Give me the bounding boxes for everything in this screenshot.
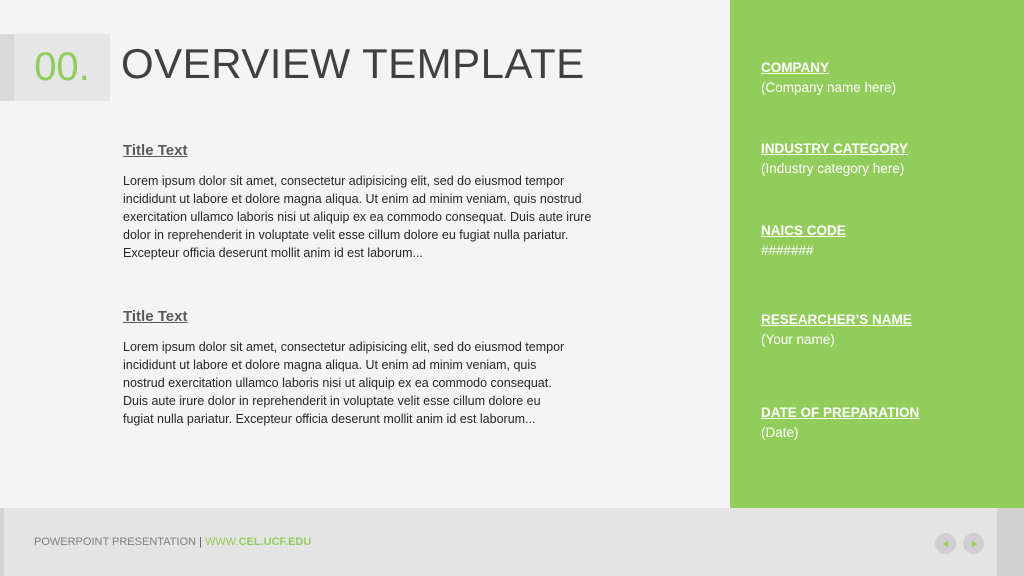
info-label: COMPANY: [761, 60, 830, 75]
section-body: Lorem ipsum dolor sit amet, consectetur adipisicing elit, sed do eiusmod tempor incididunt ut labore et dolore magna aliqua. Ut enim ad minim veniam, quis nostrud exercitation ullamco laboris nisi ut aliquip ex ea commodo consequat. Duis aute irure dolor in reprehenderit in voluptate velit esse cillum dolore eu fugiat nulla pariatur. Excepteur officia deserunt mollit anim id est laborum...: [123, 174, 592, 260]
section-title: Title Text: [123, 142, 188, 159]
info-industry-category: [761, 139, 908, 179]
footer-edge-right: [997, 508, 1024, 576]
triangle-left-icon: [942, 540, 950, 548]
footer-edge-left: [0, 508, 4, 576]
info-company: [761, 58, 896, 98]
info-panel: [730, 0, 1024, 508]
triangle-right-icon: [970, 540, 978, 548]
footer-text: [34, 536, 311, 548]
footer: [0, 508, 1024, 576]
content-section-2: [123, 308, 573, 428]
previous-slide-button[interactable]: [935, 533, 956, 554]
info-label: RESEARCHER’S NAME: [761, 312, 912, 327]
slide-number: 00.: [14, 34, 110, 101]
url-prefix: WWW.: [204, 536, 239, 548]
info-value: (Date): [761, 425, 799, 440]
info-value: (Company name here): [761, 80, 897, 95]
section-body: Lorem ipsum dolor sit amet, consectetur adipisicing elit, sed do eiusmod tempor incididunt ut labore et dolore magna aliqua. Ut enim ad minim veniam, quis nostrud exercitation ullamco laboris nisi ut aliquip ex ea commodo consequat. Duis aute irure dolor in reprehenderit in voluptate velit esse cillum dolore eu fugiat nulla pariatur. Excepteur officia deserunt mollit anim id est laborum...: [123, 340, 565, 426]
number-accent-bar: [0, 34, 14, 101]
url-domain: CEL.UCF.EDU: [238, 536, 312, 548]
presentation-label: POWERPOINT PRESENTATION: [34, 536, 196, 548]
page-title: OVERVIEW TEMPLATE: [121, 40, 585, 87]
footer-separator: |: [199, 536, 202, 548]
info-label: INDUSTRY CATEGORY: [761, 141, 909, 156]
content-section-1: [123, 142, 615, 262]
info-value: #######: [761, 243, 814, 258]
footer-url[interactable]: [205, 536, 311, 548]
info-value: (Your name): [761, 332, 835, 347]
info-date-of-preparation: [761, 403, 919, 443]
info-naics-code: [761, 221, 846, 261]
info-value: (Industry category here): [761, 161, 905, 176]
info-researcher-name: [761, 310, 912, 350]
section-title: Title Text: [123, 308, 188, 325]
info-label: NAICS CODE: [761, 223, 846, 238]
next-slide-button[interactable]: [963, 533, 984, 554]
info-label: DATE OF PREPARATION: [761, 405, 920, 420]
